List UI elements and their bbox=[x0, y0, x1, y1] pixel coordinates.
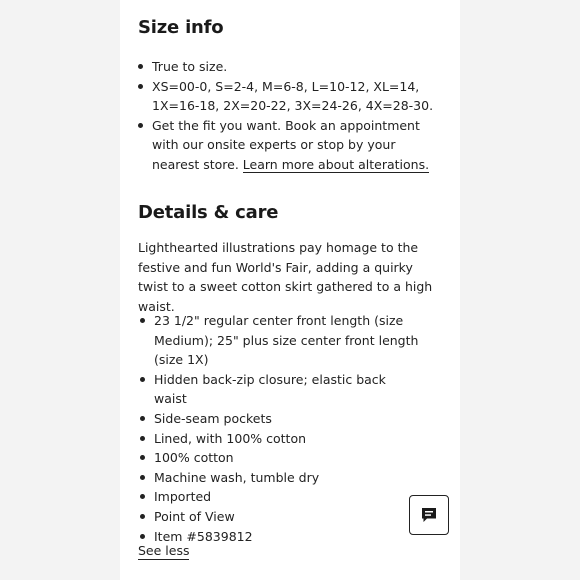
size-info-heading: Size info bbox=[138, 17, 224, 38]
list-item: Side-seam pockets bbox=[154, 409, 422, 429]
list-item: Point of View bbox=[154, 507, 422, 527]
see-less-link[interactable]: See less bbox=[138, 543, 190, 558]
list-item: Machine wash, tumble dry bbox=[154, 468, 422, 488]
list-item: Lined, with 100% cotton bbox=[154, 429, 422, 449]
size-info-list bbox=[152, 57, 434, 175]
list-item: Imported bbox=[154, 487, 422, 507]
list-item: True to size. bbox=[152, 57, 434, 77]
alterations-link[interactable]: Learn more about alterations. bbox=[242, 156, 430, 172]
list-item: Item #5839812 bbox=[154, 527, 422, 547]
details-care-heading: Details & care bbox=[138, 202, 279, 223]
list-item: 100% cotton bbox=[154, 448, 422, 468]
product-description: Lighthearted illustrations pay homage to the festive and fun World's Fair, adding a quirky twist to a sweet cotton skirt gathered to a high waist. bbox=[138, 240, 433, 314]
fit-appointment-text: Get the fit you want. Book an appointment with our onsite experts or stop by your nearest store. bbox=[152, 117, 420, 172]
list-item: XS=00-0, S=2-4, M=6-8, L=10-12, XL=14, 1X=16-18, 2X=20-22, 3X=24-26, 4X=28-30. bbox=[152, 77, 434, 116]
list-item: Hidden back-zip closure; elastic back waist bbox=[154, 370, 422, 409]
chat-bubble-icon bbox=[420, 506, 438, 524]
chat-button[interactable] bbox=[409, 495, 449, 535]
list-item: 23 1/2" regular center front length (size Medium); 25" plus size center front length (size 1X) bbox=[154, 311, 422, 370]
list-item bbox=[152, 116, 434, 175]
product-details-panel bbox=[120, 0, 460, 580]
details-care-list bbox=[154, 311, 422, 546]
